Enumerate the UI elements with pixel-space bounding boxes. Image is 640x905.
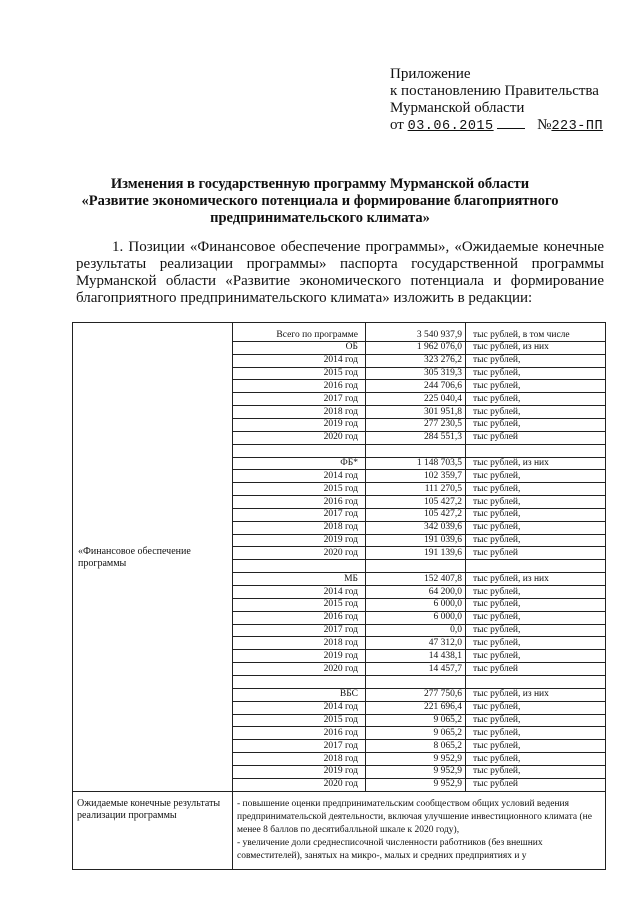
decree-number: 223-ПП — [551, 119, 604, 134]
appendix-line: к постановлению Правительства — [390, 83, 599, 99]
intro-paragraph — [76, 239, 604, 307]
row-label: 2015 год — [323, 483, 358, 494]
row-label: 2016 год — [323, 380, 358, 391]
row-value: 6 000,0 — [433, 599, 462, 610]
date-prefix: от — [390, 117, 404, 133]
row-label: 2014 год — [323, 702, 358, 713]
appendix-title: Приложение — [390, 66, 471, 82]
row-label: 2016 год — [323, 496, 358, 507]
expected-results-text: - повышение оценки предпринимательским сообществом общих условий ведения предпринимательской деятельности, включая улучшение инвестиционного климата (не менее 8 баллов по десятибалльной шкале к 2020 году), - увеличение доли среднесписочной численности работников (без внешних совместителей), занятых на микро-, малых и средних предприятиях и у — [237, 799, 592, 861]
row-value: 1 148 703,5 — [416, 458, 462, 468]
finance-table — [72, 322, 606, 870]
row-value: 323 276,2 — [424, 355, 462, 366]
row-value: 305 319,3 — [424, 368, 462, 379]
row-value: 191 039,6 — [424, 535, 462, 546]
row-label: 2020 год — [323, 663, 358, 674]
row-label: 2019 год — [323, 650, 358, 661]
row-label: ОБ — [345, 342, 358, 353]
row-label: 2018 год — [323, 753, 358, 764]
row-label: 2019 год — [323, 535, 358, 546]
row-value: 0,0 — [450, 625, 462, 636]
row-label: 2018 год — [323, 406, 358, 417]
row-unit: тыс рублей, из них — [473, 458, 549, 468]
row-value: 64 200,0 — [428, 586, 462, 597]
row-label: ВБС — [339, 689, 358, 700]
row-unit: тыс рублей, — [473, 612, 521, 623]
row-value: 1 962 076,0 — [416, 342, 462, 353]
row-label: 2020 год — [323, 432, 358, 443]
row-unit: тыс рублей, — [473, 753, 521, 764]
row-unit: тыс рублей, — [473, 535, 521, 546]
row-value: 9 952,9 — [433, 753, 462, 764]
row-label: 2017 год — [323, 625, 358, 636]
row-value: 8 065,2 — [433, 740, 462, 751]
row-unit: тыс рублей, — [473, 586, 521, 597]
row-value: 14 457,7 — [428, 663, 462, 674]
number-prefix: № — [537, 117, 552, 133]
row-unit: тыс рублей, — [473, 470, 521, 481]
row-unit: тыс рублей, — [473, 727, 521, 738]
row-value: 284 551,3 — [424, 432, 462, 443]
paragraph-text: 1. Позиции «Финансовое обеспечение программы», «Ожидаемые конечные результаты реализации программы» паспорта государственной программы Мурманской области «Развитие экономического потенциала и формирование благоприятного предпринимательского климата» изложить в редакции: — [76, 239, 604, 306]
row-value: 105 427,2 — [424, 496, 462, 507]
decree-date: 03.06.2015 — [407, 119, 494, 134]
appendix-block — [390, 66, 603, 135]
row-label: МБ — [344, 573, 358, 584]
row-unit: тыс рублей, — [473, 496, 521, 507]
row-unit: тыс рублей, — [473, 355, 521, 366]
row-value: 111 270,5 — [424, 483, 462, 494]
row-unit: тыс рублей, — [473, 766, 521, 777]
row-value: 9 065,2 — [433, 727, 462, 738]
row-unit: тыс рублей, — [473, 419, 521, 430]
row-label: 2019 год — [323, 419, 358, 430]
finance-label: «Финансовое обеспечение программы — [78, 546, 191, 569]
row-unit: тыс рублей, — [473, 368, 521, 379]
row-label: 2014 год — [323, 586, 358, 597]
row-unit: тыс рублей, — [473, 637, 521, 648]
row-label: 2020 год — [323, 547, 358, 558]
row-unit: тыс рублей, — [473, 483, 521, 494]
row-unit: тыс рублей — [473, 779, 519, 790]
row-label: 2017 год — [323, 509, 358, 520]
row-value: 277 750,6 — [424, 689, 462, 700]
expected-results-label: Ожидаемые конечные результаты реализации программы — [77, 798, 221, 821]
row-value: 301 951,8 — [424, 406, 462, 417]
row-value: 191 139,6 — [424, 547, 462, 558]
row-value: 9 065,2 — [433, 715, 462, 725]
row-value: 102 359,7 — [424, 470, 462, 481]
row-unit: тыс рублей, — [473, 740, 521, 751]
row-label: ФБ* — [340, 458, 358, 468]
row-label: 2018 год — [323, 522, 358, 533]
row-unit: тыс рублей — [473, 547, 519, 558]
row-value: 47 312,0 — [428, 637, 462, 648]
row-value: 3 540 937,9 — [416, 329, 462, 340]
row-unit: тыс рублей, — [473, 509, 521, 520]
row-unit: тыс рублей, из них — [473, 573, 549, 584]
row-value: 225 040,4 — [424, 393, 462, 404]
row-label: Всего по программе — [276, 329, 358, 340]
row-unit: тыс рублей — [473, 663, 519, 674]
appendix-date-line — [390, 117, 603, 135]
row-value: 221 696,4 — [424, 702, 462, 713]
row-value: 9 952,9 — [433, 779, 462, 790]
row-unit: тыс рублей, в том числе — [473, 329, 570, 340]
row-unit: тыс рублей, из них — [473, 689, 549, 700]
row-value: 244 706,6 — [424, 380, 462, 391]
row-unit: тыс рублей, — [473, 650, 521, 661]
row-unit: тыс рублей, — [473, 393, 521, 404]
row-unit: тыс рублей, — [473, 625, 521, 636]
row-unit: тыс рублей, — [473, 522, 521, 533]
row-value: 6 000,0 — [433, 612, 462, 623]
row-value: 277 230,5 — [424, 419, 462, 430]
row-label: 2019 год — [323, 766, 358, 777]
row-unit: тыс рублей — [473, 432, 519, 443]
row-value: 9 952,9 — [433, 766, 462, 777]
row-label: 2014 год — [323, 355, 358, 366]
row-label: 2017 год — [323, 740, 358, 751]
row-label: 2014 год — [323, 470, 358, 481]
row-unit: тыс рублей, из них — [473, 342, 549, 353]
row-value: 152 407,8 — [424, 573, 462, 584]
appendix-line: Мурманской области — [390, 100, 525, 116]
row-unit: тыс рублей, — [473, 406, 521, 417]
document-title: Изменения в государственную программу Мурманской области «Развитие экономического потенциала и формирование благоприятного предпринимательского климата» — [81, 176, 559, 226]
row-label: 2020 год — [323, 779, 358, 790]
row-label: 2018 год — [323, 637, 358, 648]
row-value: 342 039,6 — [424, 522, 462, 533]
row-unit: тыс рублей, — [473, 599, 521, 610]
row-value: 105 427,2 — [424, 509, 462, 520]
row-unit: тыс рублей, — [473, 380, 521, 391]
row-label: 2017 год — [323, 393, 358, 404]
row-label: 2016 год — [323, 727, 358, 738]
row-value: 14 438,1 — [428, 650, 462, 661]
row-unit: тыс рублей, — [473, 715, 521, 725]
row-label: 2015 год — [323, 715, 358, 725]
row-label: 2015 год — [323, 368, 358, 379]
row-unit: тыс рублей, — [473, 702, 521, 713]
row-label: 2016 год — [323, 612, 358, 623]
row-label: 2015 год — [323, 599, 358, 610]
